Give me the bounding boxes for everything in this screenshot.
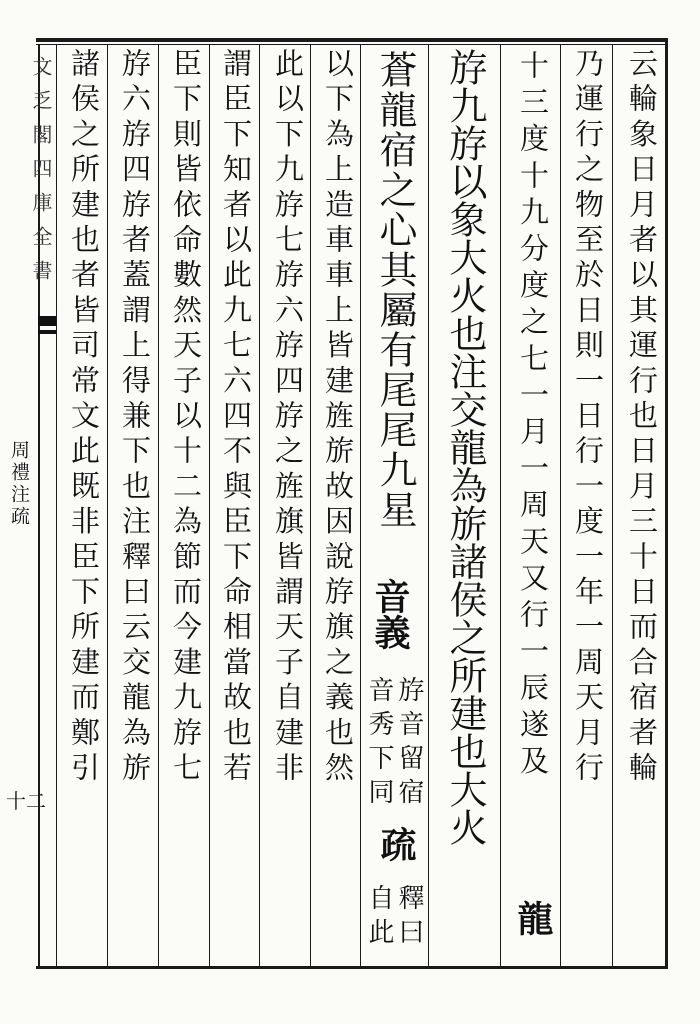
commentary-column-6: 此以下九斿七斿六斿四斿之旌旗皆謂天子自建非 (271, 48, 305, 788)
column-rule (56, 44, 57, 966)
column-rule (209, 44, 210, 966)
inline-shu-note-right: 釋曰 (394, 884, 424, 952)
frame-right-rule (665, 38, 668, 969)
commentary-column-2: 乃運行之物至於日則一日行一度一年一周天月行 (571, 48, 605, 788)
inline-yinyi-note-left: 音秀下同 (364, 676, 394, 812)
column-rule (612, 44, 613, 966)
column-rule (107, 44, 108, 966)
column-rule (259, 44, 260, 966)
inline-headword-long: 龍 (512, 900, 554, 936)
frame-bottom-rule (36, 966, 668, 969)
inline-shu-note-left: 自此 (364, 884, 394, 952)
frame-top-inner-rule (36, 44, 668, 45)
commentary-column-8: 臣下則皆依命數然天子以十二為節而今建九斿七 (169, 48, 203, 788)
main-text-column-1: 斿九斿以象大火也注交龍為旂諸侯之所建也大火 (443, 48, 487, 846)
column-rule (158, 44, 159, 966)
commentary-column-1: 云輪象日月者以其運行也日月三十日而合宿者輪 (625, 48, 659, 788)
column-rule (560, 44, 561, 966)
book-title: 周禮注疏 (8, 440, 30, 528)
fishtail-upper-block (38, 316, 56, 326)
column-rule (500, 44, 501, 966)
frame-top-rule (36, 38, 668, 42)
commentary-column-3: 十三度十九分度之七一月一周天又行一辰遂及 (516, 50, 550, 782)
inline-shu-label: 疏 (375, 826, 417, 862)
fishtail-text: 文乏閣四庫全書 (29, 56, 53, 294)
commentary-column-7: 謂臣下知者以此九七六四不與臣下命相當故也若 (219, 48, 253, 788)
fishtail-lower-block (38, 330, 56, 334)
main-text-column-2: 蒼龍宿之心其屬有尾尾九星 (373, 50, 417, 530)
commentary-column-10: 諸侯之所建也者皆司常文此既非臣下所建而鄭引 (67, 48, 101, 788)
column-rule (310, 44, 311, 966)
column-rule (360, 44, 361, 966)
commentary-column-5: 以下為上造車車上皆建旌旂故因說斿旗之義也然 (321, 48, 355, 788)
column-rule (428, 44, 429, 966)
page-number: 十二 (6, 789, 46, 813)
commentary-column-9: 斿六斿四斿者蓋謂上得兼下也注釋曰云交龍為旂 (118, 48, 152, 788)
inline-yinyi-label: 音義 (369, 578, 411, 650)
inline-yinyi-note-right: 斿音留宿 (394, 676, 424, 812)
